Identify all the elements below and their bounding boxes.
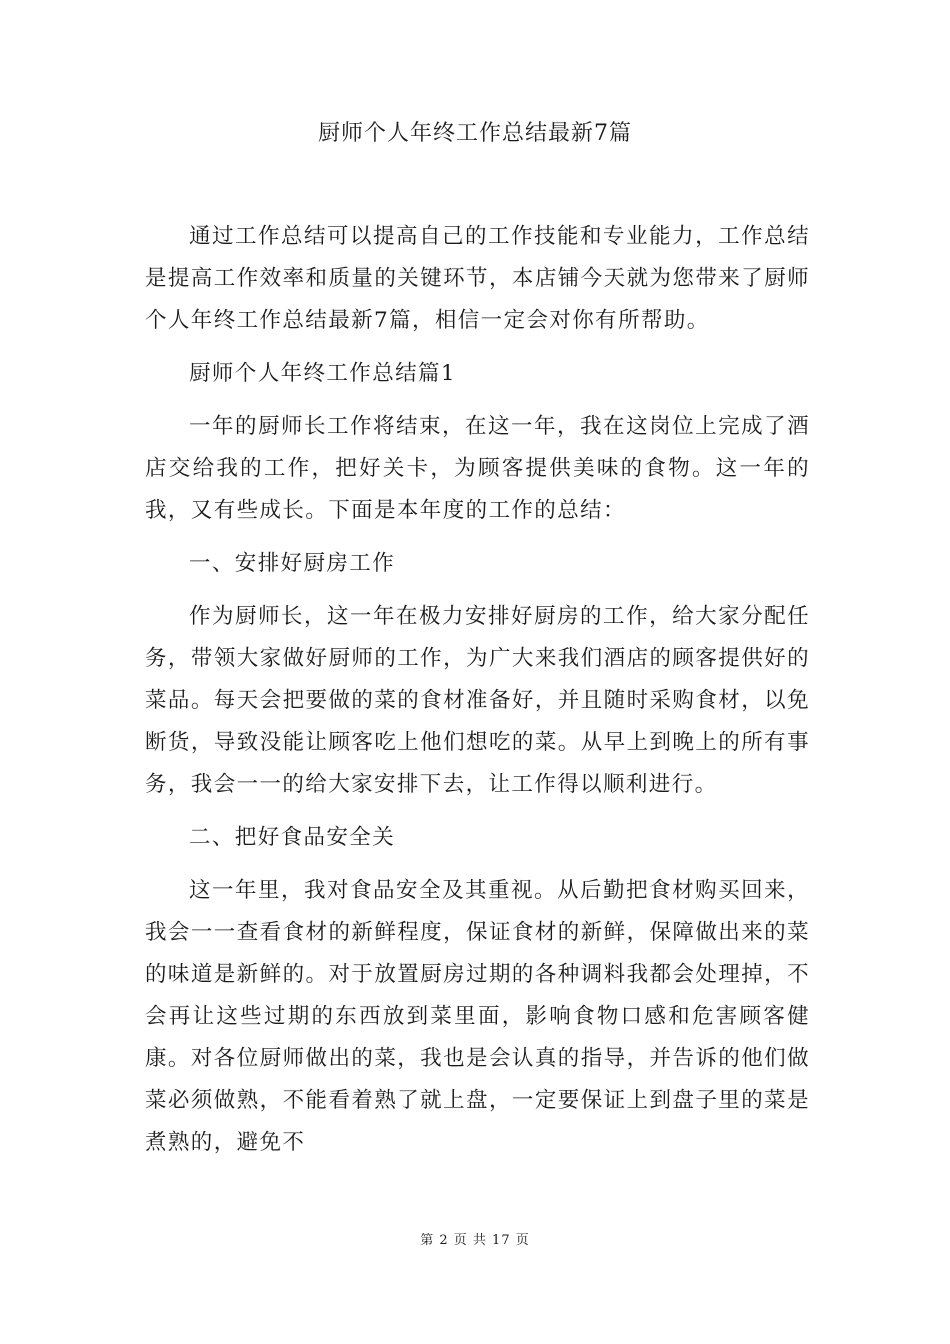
document-title: 厨师个人年终工作总结最新7篇 <box>318 121 632 146</box>
intro-paragraph: 通过工作总结可以提高自己的工作技能和专业能力，工作总结是提高工作效率和质量的关键环节，本店铺今天就为您带来了厨师个人年终工作总结最新7篇，相信一定会对你有所帮助。 <box>145 224 810 333</box>
section-heading-part1: 厨师个人年终工作总结篇1 <box>189 361 456 386</box>
body-paragraph: 作为厨师长，这一年在极力安排好厨房的工作，给大家分配任务，带领大家做好厨师的工作，为广大来我们酒店的顾客提供好的菜品。每天会把要做的菜的食材准备好，并且随时采购食材，以免断货，导致没能让顾客吃上他们想吃的菜。从早上到晚上的所有事务，我会一一的给大家安排下去，让工作得以顺利进行。 <box>145 604 810 797</box>
page-number-footer: 第 2 页 共 17 页 <box>420 1233 530 1248</box>
body-paragraph: 一年的厨师长工作将结束，在这一年，我在这岗位上完成了酒店交给我的工作，把好关卡，为顾客提供美味的食物。这一年的我，又有些成长。下面是本年度的工作的总结： <box>145 414 810 523</box>
subheading-kitchen-work: 一、安排好厨房工作 <box>189 551 396 576</box>
body-paragraph: 这一年里，我对食品安全及其重视。从后勤把食材购买回来，我会一一查看食材的新鲜程度，保证食材的新鲜，保障做出来的菜的味道是新鲜的。对于放置厨房过期的各种调料我都会处理掉，不会再让这些过期的东西放到菜里面，影响食物口感和危害顾客健康。对各位厨师做出的菜，我也是会认真的指导，并告诉的他们做菜必须做熟，不能看着熟了就上盘，一定要保证上到盘子里的菜是煮熟的，避免不 <box>145 878 810 1155</box>
document-body <box>145 216 810 1175</box>
subheading-food-safety: 二、把好食品安全关 <box>189 825 396 850</box>
